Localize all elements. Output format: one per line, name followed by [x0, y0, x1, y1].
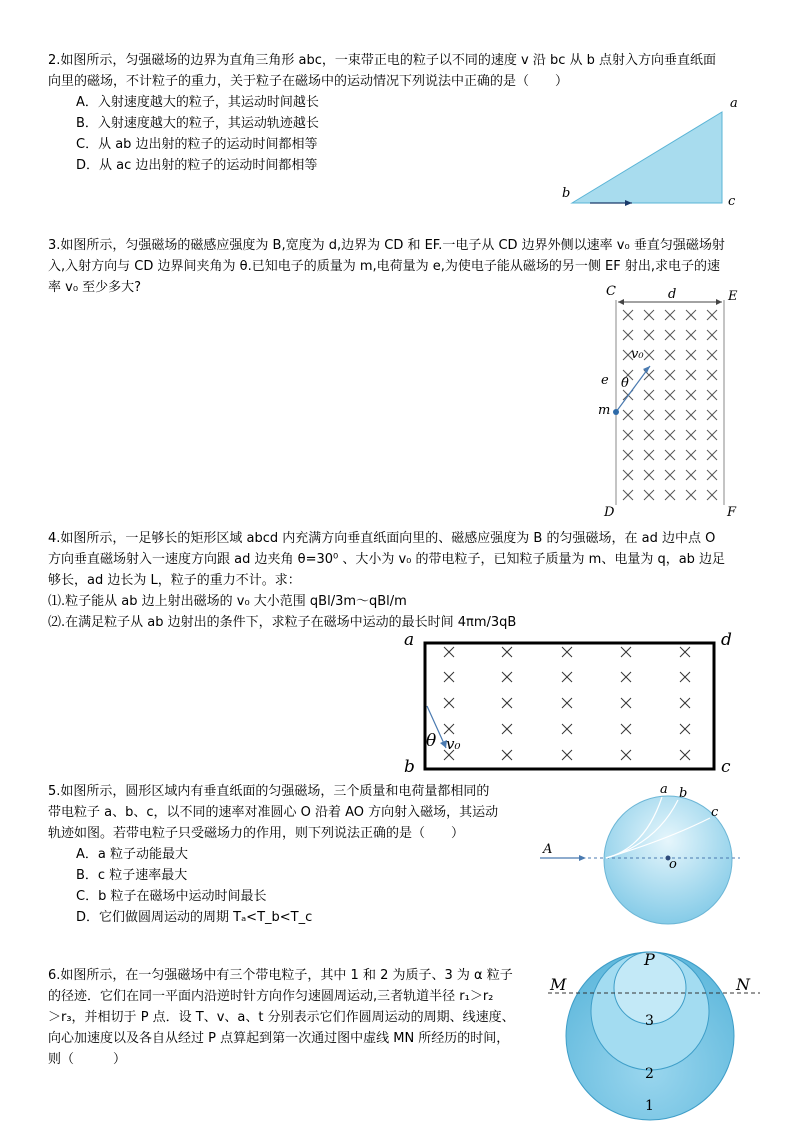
q5-text-line2: 带电粒子 a、b、c，以不同的速率对准圆心 O 沿着 AO 方向射入磁场，其运动 [48, 805, 499, 820]
q3-text-line1: 3.如图所示，匀强磁场的磁感应强度为 B,宽度为 d,边界为 CD 和 EF.一电子从 CD 边界外侧以速率 v₀ 垂直匀强磁场射 [48, 238, 725, 253]
q2-option-d: D．从 ac 边出射的粒子的运动时间都相等 [76, 158, 318, 173]
q3-label-v0: v₀ [631, 347, 644, 362]
q3-label-m: m [598, 403, 611, 418]
q2-text-line2: 向里的磁场，不计粒子的重力，关于粒子在磁场中的运动情况下列说法中正确的是（ ） [48, 74, 569, 89]
q3-label-C: C [606, 284, 616, 299]
q3-text-line3: 率 v₀ 至少多大? [48, 280, 142, 295]
q6-text-line4: 向心加速度以及各自从经过 P 点算起到第一次通过图中虚线 MN 所经历的时间， [48, 1031, 510, 1046]
q4-label-b: b [404, 757, 415, 777]
q6-label-M: M [550, 975, 567, 994]
q6-label-N: N [736, 975, 750, 994]
q5-label-A: A [543, 842, 553, 857]
q2-option-b: B．入射速度越大的粒子，其运动轨迹越长 [76, 116, 319, 131]
q4-label-a: a [404, 630, 415, 650]
q4-text-line3: 够长，ad 边长为 L，粒子的重力不计。求： [48, 573, 301, 588]
q6-label-2: 2 [645, 1066, 654, 1082]
q3-label-e: e [601, 373, 609, 388]
q6-text-line5: 则（ ） [48, 1052, 127, 1067]
q4-sub2: ⑵.在满足粒子从 ab 边射出的条件下，求粒子在磁场中运动的最长时间 4πm/3qB [48, 615, 517, 630]
q4-text-line2: 方向垂直磁场射入一速度方向跟 ad 边夹角 θ=30⁰ 、大小为 v₀ 的带电粒子，已知粒子质量为 m、电量为 q，ab 边足 [48, 552, 726, 567]
q4-label-d: d [721, 630, 732, 650]
q6-label-1: 1 [645, 1098, 654, 1114]
q5-option-a: A．a 粒子动能最大 [76, 847, 188, 862]
q2-label-b: b [562, 186, 571, 201]
q5-text-line3: 轨迹如图。若带电粒子只受磁场力的作用，则下列说法正确的是（ ） [48, 826, 465, 841]
q5-label-c: c [711, 805, 719, 820]
q6-label-P: P [644, 950, 655, 969]
q2-label-a: a [730, 96, 738, 111]
q5-label-o: o [669, 857, 677, 872]
q5-option-c: C．b 粒子在磁场中运动时间最长 [76, 889, 267, 904]
q4-sub1: ⑴.粒子能从 ab 边上射出磁场的 v₀ 大小范围 qBl/3m～qBl/m [48, 594, 407, 609]
q4-text-line1: 4.如图所示，一足够长的矩形区域 abcd 内充满方向垂直纸面向里的、磁感应强度为 B 的匀强磁场，在 ad 边中点 O [48, 531, 716, 546]
q6-label-3: 3 [645, 1013, 654, 1029]
q2-option-a: A．入射速度越大的粒子，其运动时间越长 [76, 95, 319, 110]
q3-label-E: E [728, 289, 738, 304]
q3-label-D: D [604, 505, 615, 520]
q3-text-line2: 入,入射方向与 CD 边界间夹角为 θ.已知电子的质量为 m,电荷量为 e,为使电子能从磁场的另一侧 EF 射出,求电子的速 [48, 259, 720, 274]
q5-option-d: D．它们做圆周运动的周期 Tₐ<T_b<T_c [76, 910, 313, 925]
q6-text-line1: 6.如图所示，在一匀强磁场中有三个带电粒子，其中 1 和 2 为质子、3 为 α 粒子 [48, 968, 513, 983]
q4-label-theta: θ [426, 731, 437, 751]
q4-label-v0: v₀ [446, 735, 461, 753]
q3-label-theta: θ [621, 376, 629, 391]
q2-text-line1: 2.如图所示，匀强磁场的边界为直角三角形 abc，一束带正电的粒子以不同的速度 v 沿 bc 从 b 点射入方向垂直纸面 [48, 53, 717, 68]
q5-text-line1: 5.如图所示，圆形区域内有垂直纸面的匀强磁场，三个质量和电荷量都相同的 [48, 784, 490, 799]
q5-label-b: b [679, 786, 688, 801]
q6-text-line2: 的径迹．它们在同一平面内沿逆时针方向作匀速圆周运动,三者轨道半径 r₁＞r₂ [48, 989, 494, 1004]
q2-label-c: c [728, 194, 736, 209]
q5-label-a: a [660, 782, 668, 797]
q3-label-F: F [727, 505, 737, 520]
q3-label-d: d [668, 287, 677, 302]
q4-label-c: c [721, 757, 731, 777]
q6-text-line3: ＞r₃，并相切于 P 点．设 T、v、a、t 分别表示它们作圆周运动的周期、线速度、 [48, 1010, 515, 1025]
q2-option-c: C．从 ab 边出射的粒子的运动时间都相等 [76, 137, 318, 152]
q5-option-b: B．c 粒子速率最大 [76, 868, 188, 883]
